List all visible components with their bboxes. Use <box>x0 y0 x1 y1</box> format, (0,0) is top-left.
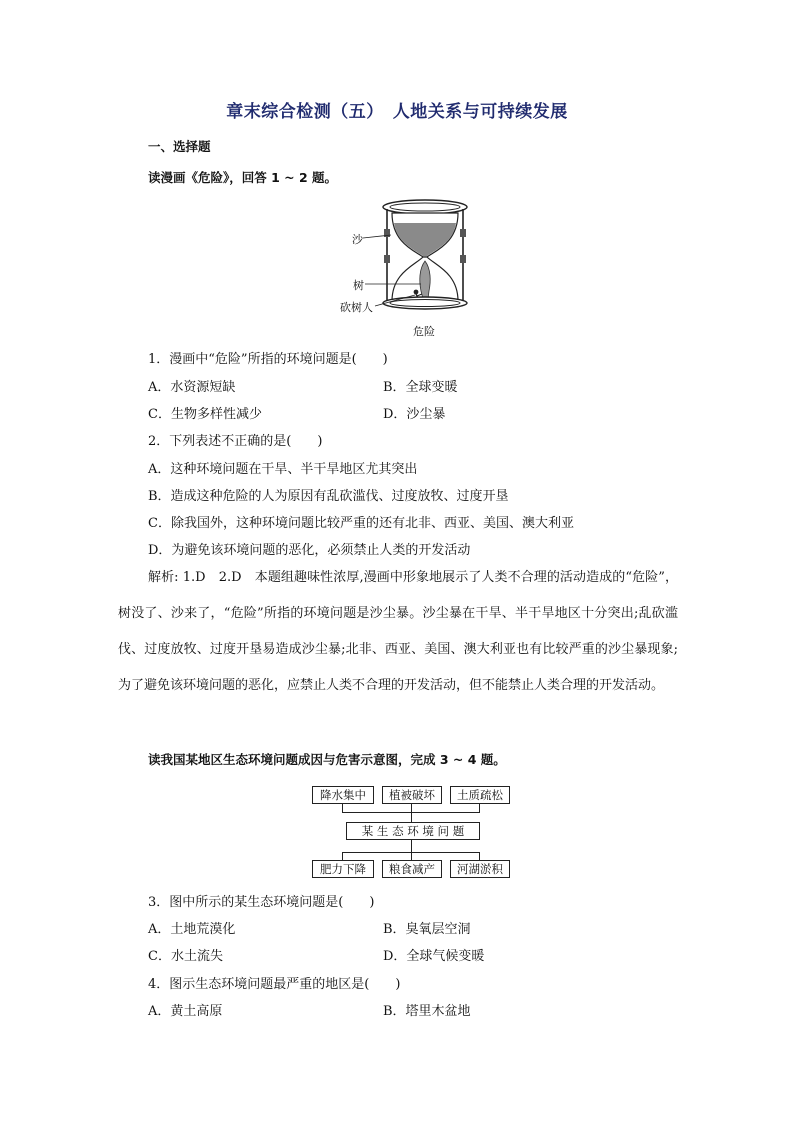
analysis-block <box>118 560 678 704</box>
intro-cartoon: 读漫画《危险》，回答 1 ~ 2 题。 <box>148 170 338 185</box>
connector <box>479 804 480 812</box>
cause-box-3: 土质疏松 <box>450 786 510 804</box>
section-heading: 一、选择题 <box>148 139 211 154</box>
q1-option-c: C．生物多样性减少 <box>148 407 262 422</box>
connector <box>411 804 412 822</box>
q3-option-d: D．全球气候变暖 <box>383 949 485 964</box>
question-4: 4．图示生态环境问题最严重的地区是( ) <box>148 977 401 992</box>
q1-option-d: D．沙尘暴 <box>383 407 446 422</box>
cause-box-2: 植被破坏 <box>382 786 442 804</box>
figure-caption: 危险 <box>413 325 435 338</box>
q1-option-b: B．全球变暖 <box>383 380 458 395</box>
analysis-text: 解析: 1.D 2.D 本题组趣味性浓厚,漫画中形象地展示了人类不合理的活动造成的“危险”，树没了、沙来了，“危险”所指的环境问题是沙尘暴。沙尘暴在干旱、半干旱地区十分突出;乱砍滥伐、过度放牧、过度开垦易造成沙尘暴;北非、西亚、美国、澳大利亚也有比较严重的沙尘暴现象;为了避免该环境问题的恶化，应禁止人类不合理的开发活动，但不能禁止人类合理的开发活动。 <box>118 570 678 693</box>
label-cutter: 砍树人 <box>340 301 373 314</box>
question-2: 2．下列表述不正确的是( ) <box>148 434 323 449</box>
q3-option-a: A．土地荒漠化 <box>148 922 236 937</box>
q2-option-c: C．除我国外，这种环境问题比较严重的还有北非、西亚、美国、澳大利亚 <box>148 516 574 531</box>
q2-option-b: B．造成这种危险的人为原因有乱砍滥伐、过度放牧、过度开垦 <box>148 489 509 504</box>
page-title: 章末综合检测（五） 人地关系与可持续发展 <box>226 102 568 122</box>
cause-box-1: 降水集中 <box>312 786 374 804</box>
q2-option-d: D．为避免该环境问题的恶化，必须禁止人类的开发活动 <box>148 543 471 558</box>
label-tree: 树 <box>353 279 364 292</box>
q2-option-a: A．这种环境问题在干旱、半干旱地区尤其突出 <box>148 462 418 477</box>
q3-option-b: B．臭氧层空洞 <box>383 922 471 937</box>
connector <box>342 852 343 860</box>
effect-box-3: 河湖淤积 <box>450 860 510 878</box>
hourglass-figure <box>340 195 495 343</box>
center-problem-box: 某 生 态 环 境 问 题 <box>346 822 480 840</box>
label-sand: 沙 <box>352 233 363 246</box>
q1-option-a: A．水资源短缺 <box>148 380 236 395</box>
connector <box>342 812 480 813</box>
q4-option-a: A．黄土高原 <box>148 1004 223 1019</box>
question-1: 1．漫画中“危险”所指的环境问题是( ) <box>148 352 388 367</box>
effect-box-2: 粮食减产 <box>382 860 442 878</box>
connector <box>411 840 412 852</box>
question-3: 3．图中所示的某生态环境问题是( ) <box>148 895 375 910</box>
flow-diagram <box>312 786 512 880</box>
q4-option-b: B．塔里木盆地 <box>383 1004 471 1019</box>
q3-option-c: C．水土流失 <box>148 949 223 964</box>
connector <box>479 852 480 860</box>
effect-box-1: 肥力下降 <box>312 860 374 878</box>
intro-diagram: 读我国某地区生态环境问题成因与危害示意图，完成 3 ~ 4 题。 <box>148 752 506 767</box>
connector <box>411 852 412 860</box>
hourglass-drawing <box>345 195 495 343</box>
connector <box>342 804 343 812</box>
